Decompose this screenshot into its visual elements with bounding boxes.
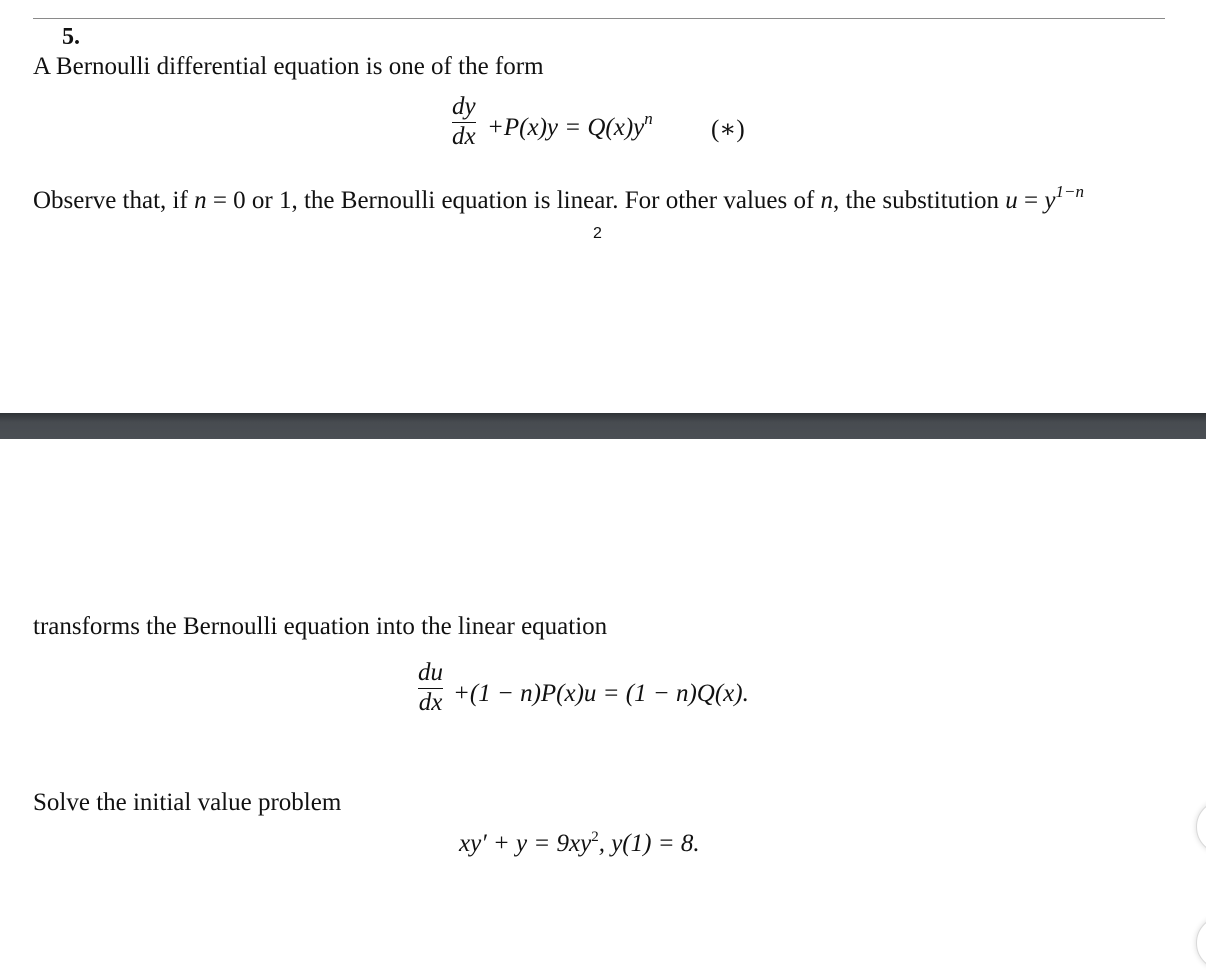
bernoulli-rhs [487, 109, 653, 142]
ivp-condition: , y(1) = 8. [598, 830, 700, 857]
fraction-denominator: dx [452, 123, 476, 150]
observe-exponent: 1−n [1055, 182, 1084, 201]
transforms-text: transforms the Bernoulli equation into the linear equation [33, 613, 608, 640]
observe-var-u: u [1005, 187, 1018, 214]
page-divider [0, 413, 1206, 439]
dy-dx-fraction [452, 94, 476, 150]
observe-var-y: y [1044, 187, 1056, 214]
floating-action-button[interactable] [1196, 800, 1206, 854]
bernoulli-exponent: n [644, 109, 653, 128]
observe-text [33, 182, 1084, 215]
ivp-lhs: xy′ + y = 9xy [459, 830, 592, 857]
ivp-equation [459, 830, 700, 858]
fraction-denominator: dx [418, 689, 443, 716]
intro-text: A Bernoulli differential equation is one of the form [33, 53, 544, 80]
observe-part3: , the substitution [833, 187, 1006, 214]
observe-part1: Observe that, if [33, 187, 195, 214]
ivp-exponent: 2 [591, 829, 599, 845]
page-number: 2 [593, 225, 602, 242]
solve-label: Solve the initial value problem [33, 789, 342, 816]
question-number: 5. [62, 24, 80, 50]
observe-var-n: n [194, 187, 207, 214]
fraction-numerator: du [418, 659, 443, 686]
equation-tag: (∗) [711, 116, 745, 143]
linear-rhs: +(1 − n)P(x)u = (1 − n)Q(x). [453, 680, 749, 707]
top-rule [33, 18, 1165, 19]
observe-part2: = 0 or 1, the Bernoulli equation is linear. For other values of [206, 187, 821, 214]
du-dx-fraction [418, 660, 443, 716]
fraction-numerator: dy [452, 93, 476, 120]
floating-action-button-2[interactable] [1196, 916, 1206, 970]
observe-equals: = [1017, 187, 1045, 214]
bernoulli-rhs-text: +P(x)y = Q(x)y [487, 114, 645, 141]
observe-var-n2: n [820, 187, 834, 214]
